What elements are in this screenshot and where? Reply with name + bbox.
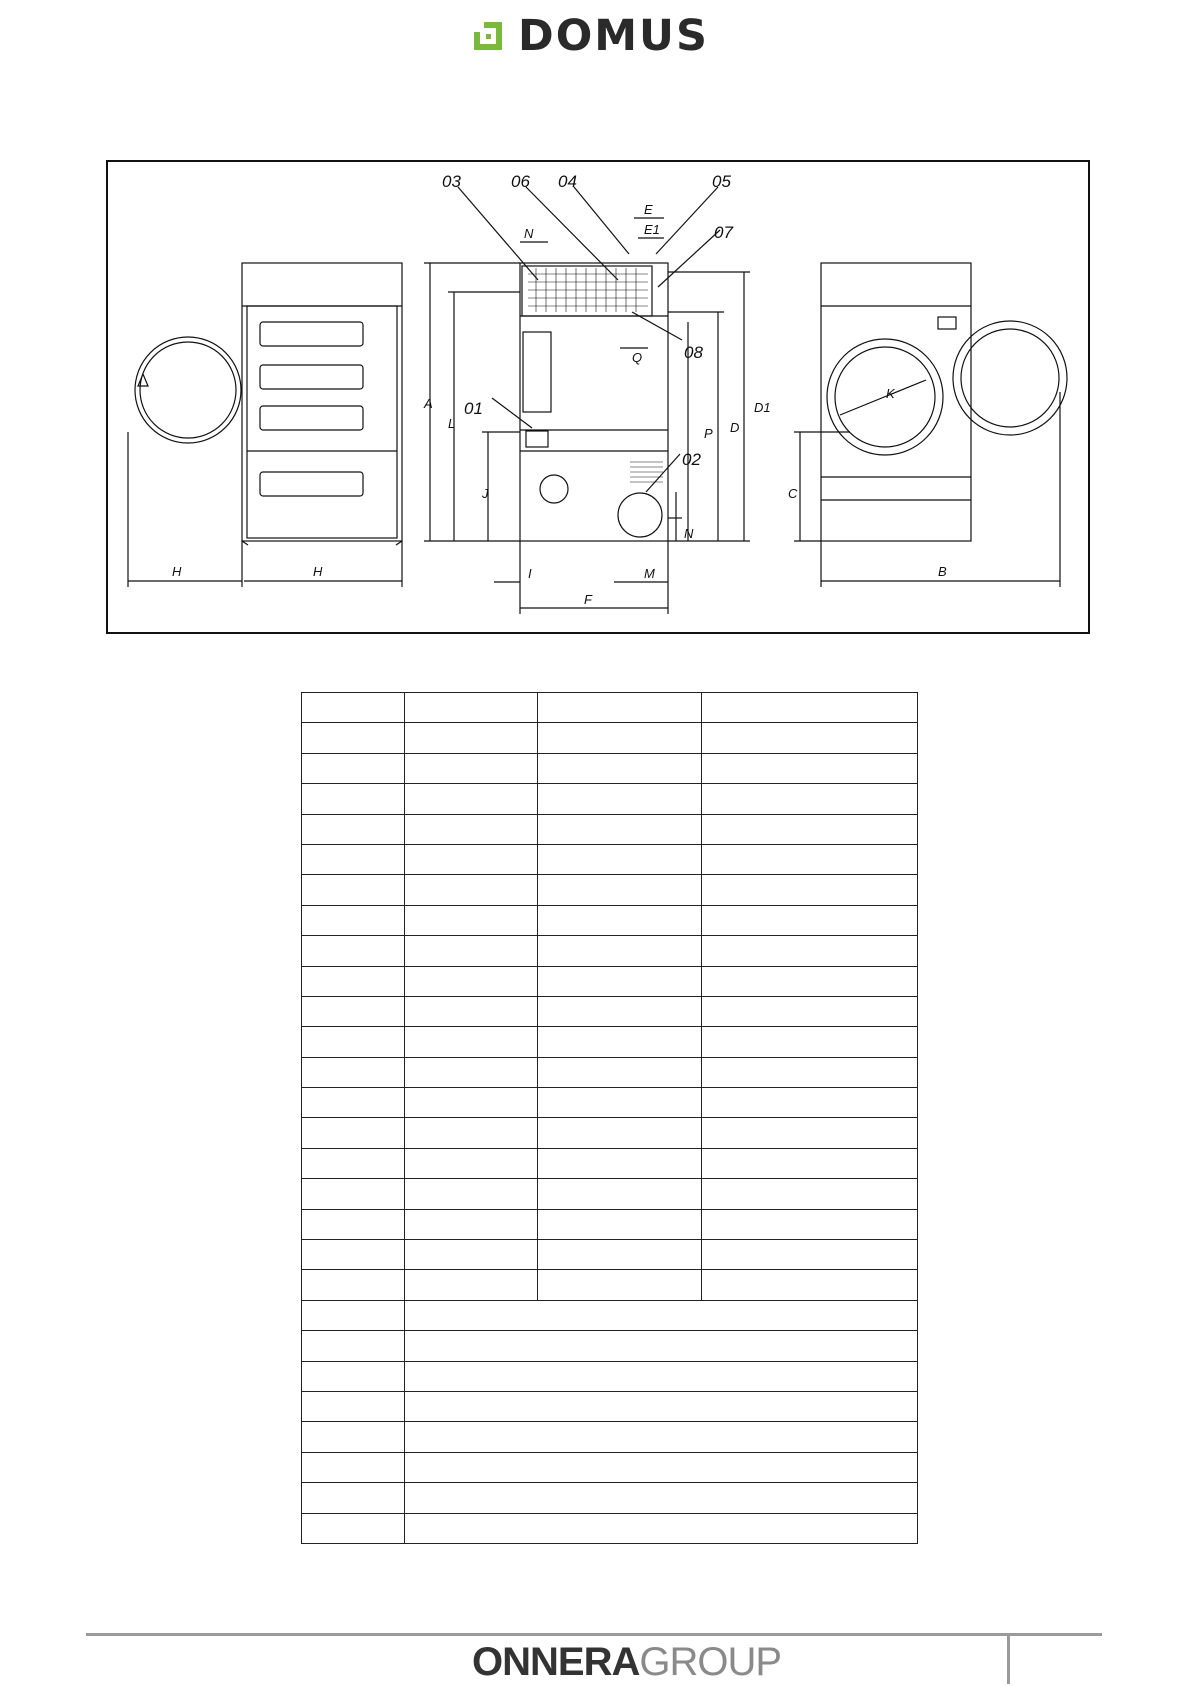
table-row: [302, 814, 918, 844]
callout-02: 02: [682, 450, 701, 469]
table-row: [302, 784, 918, 814]
side-view: [128, 263, 402, 587]
table-row: [302, 905, 918, 935]
dim-q: Q: [632, 350, 643, 365]
table-cell: [538, 1179, 702, 1209]
table-cell: [702, 1057, 918, 1087]
table-cell: [405, 1483, 918, 1513]
dim-f: F: [584, 592, 592, 607]
table-row: [302, 1300, 918, 1330]
table-cell: [405, 1300, 918, 1330]
table-cell: [538, 723, 702, 753]
table-cell: [538, 784, 702, 814]
table-cell: [405, 1088, 538, 1118]
table-cell: [405, 844, 538, 874]
table-cell: [302, 1209, 405, 1239]
table-row: [302, 1209, 918, 1239]
dim-g: H: [313, 564, 323, 579]
table-cell: [702, 1148, 918, 1178]
table-cell: [538, 1027, 702, 1057]
table-cell: [405, 936, 538, 966]
table-cell: [538, 814, 702, 844]
table-cell: [702, 1088, 918, 1118]
table-cell: [302, 1027, 405, 1057]
callout-06: 06: [511, 172, 530, 191]
table-cell: [538, 1240, 702, 1270]
table-cell: [302, 1422, 405, 1452]
dim-k: K: [886, 386, 895, 401]
technical-drawing: [106, 160, 1090, 634]
spec-table: [301, 692, 918, 1544]
table-row: [302, 1513, 918, 1543]
table-cell: [702, 905, 918, 935]
table-row: [302, 1452, 918, 1482]
dim-j: J: [482, 486, 489, 501]
table-cell: [302, 1391, 405, 1421]
table-row: [302, 753, 918, 783]
table-cell: [405, 1209, 538, 1239]
footer-tick-divider: [1007, 1633, 1010, 1684]
callout-01: 01: [464, 399, 483, 418]
table-cell: [302, 784, 405, 814]
dim-n: N: [684, 526, 694, 541]
front-view: [794, 263, 1067, 587]
table-cell: [538, 1088, 702, 1118]
table-row: [302, 1422, 918, 1452]
table-row: [302, 844, 918, 874]
dim-b: B: [938, 564, 947, 579]
table-cell: [538, 753, 702, 783]
table-cell: [538, 844, 702, 874]
table-cell: [702, 723, 918, 753]
callout-05: 05: [712, 172, 731, 191]
table-row: [302, 1483, 918, 1513]
dim-i: I: [528, 566, 532, 581]
table-cell: [702, 875, 918, 905]
onnera-brand-text: ONNERA: [472, 1640, 640, 1684]
group-brand-text: GROUP: [639, 1640, 782, 1684]
table-row: [302, 1148, 918, 1178]
table-cell: [302, 966, 405, 996]
table-row: [302, 966, 918, 996]
table-row: [302, 1027, 918, 1057]
table-cell: [302, 723, 405, 753]
table-cell: [538, 1148, 702, 1178]
table-row: [302, 1240, 918, 1270]
table-cell: [302, 1331, 405, 1361]
table-cell: [405, 1422, 918, 1452]
dim-d1: D1: [754, 400, 771, 415]
table-cell: [702, 1118, 918, 1148]
table-row: [302, 1391, 918, 1421]
table-row: [302, 996, 918, 1026]
table-row: [302, 1118, 918, 1148]
table-cell: [405, 1148, 538, 1178]
table-cell: [702, 996, 918, 1026]
table-cell: [702, 693, 918, 723]
table-cell: [302, 693, 405, 723]
table-row: [302, 1361, 918, 1391]
table-cell: [405, 1513, 918, 1543]
table-cell: [405, 1270, 538, 1300]
table-cell: [538, 875, 702, 905]
table-cell: [538, 1209, 702, 1239]
table-cell: [302, 1483, 405, 1513]
table-cell: [405, 814, 538, 844]
table-row: [302, 1270, 918, 1300]
dim-e: E: [644, 202, 653, 217]
table-cell: [405, 784, 538, 814]
table-cell: [405, 1391, 918, 1421]
table-cell: [405, 996, 538, 1026]
table-cell: [302, 814, 405, 844]
table-cell: [405, 723, 538, 753]
table-cell: [302, 905, 405, 935]
table-cell: [538, 905, 702, 935]
table-cell: [538, 1057, 702, 1087]
callout-07: 07: [714, 223, 733, 242]
table-row: [302, 1088, 918, 1118]
table-cell: [405, 905, 538, 935]
table-cell: [302, 1179, 405, 1209]
table-cell: [538, 1270, 702, 1300]
callout-08: 08: [684, 343, 703, 362]
table-cell: [405, 1057, 538, 1087]
table-cell: [302, 1270, 405, 1300]
table-cell: [302, 1300, 405, 1330]
table-row: [302, 723, 918, 753]
dim-h: H: [172, 564, 182, 579]
table-cell: [405, 1027, 538, 1057]
table-cell: [702, 966, 918, 996]
callout-03: 03: [442, 172, 461, 191]
table-row: [302, 1331, 918, 1361]
table-cell: [405, 753, 538, 783]
table-cell: [405, 1240, 538, 1270]
dim-m: M: [644, 566, 655, 581]
domus-logo: [470, 11, 709, 61]
table-cell: [302, 875, 405, 905]
table-cell: [538, 936, 702, 966]
table-cell: [302, 1361, 405, 1391]
table-cell: [538, 966, 702, 996]
table-cell: [538, 996, 702, 1026]
table-row: [302, 1057, 918, 1087]
table-row: [302, 1179, 918, 1209]
table-cell: [302, 844, 405, 874]
table-cell: [702, 1209, 918, 1239]
dim-c: C: [788, 486, 798, 501]
table-row: [302, 936, 918, 966]
footer-divider: [86, 1633, 1102, 1636]
table-cell: [302, 936, 405, 966]
table-cell: [702, 1270, 918, 1300]
dryer-dimension-drawing: [108, 162, 1088, 632]
table-cell: [405, 693, 538, 723]
table-cell: [302, 1088, 405, 1118]
table-cell: [302, 996, 405, 1026]
table-cell: [702, 753, 918, 783]
dim-o: N: [524, 226, 534, 241]
dim-a: A: [424, 396, 433, 411]
table-cell: [302, 1057, 405, 1087]
table-cell: [302, 1513, 405, 1543]
table-row: [302, 693, 918, 723]
table-cell: [702, 1027, 918, 1057]
dim-e1: E1: [644, 222, 660, 237]
table-cell: [702, 936, 918, 966]
table-cell: [405, 1179, 538, 1209]
table-cell: [302, 753, 405, 783]
dim-p: P: [704, 426, 713, 441]
table-cell: [538, 1118, 702, 1148]
table-cell: [302, 1452, 405, 1482]
table-cell: [405, 875, 538, 905]
table-cell: [405, 1331, 918, 1361]
table-cell: [405, 966, 538, 996]
table-cell: [702, 814, 918, 844]
table-cell: [302, 1240, 405, 1270]
table-cell: [538, 693, 702, 723]
callout-04: 04: [558, 172, 577, 191]
table-cell: [405, 1452, 918, 1482]
table-cell: [702, 1179, 918, 1209]
dim-d: D: [730, 420, 740, 435]
table-cell: [702, 1240, 918, 1270]
table-cell: [405, 1118, 538, 1148]
table-cell: [302, 1118, 405, 1148]
domus-brand-text: DOMUS: [518, 11, 709, 61]
table-cell: [702, 784, 918, 814]
table-row: [302, 875, 918, 905]
domus-logo-icon: [470, 18, 506, 54]
table-cell: [702, 844, 918, 874]
table-cell: [405, 1361, 918, 1391]
table-cell: [302, 1148, 405, 1178]
onnera-group-logo: [472, 1638, 781, 1686]
dim-l: L: [448, 416, 456, 431]
